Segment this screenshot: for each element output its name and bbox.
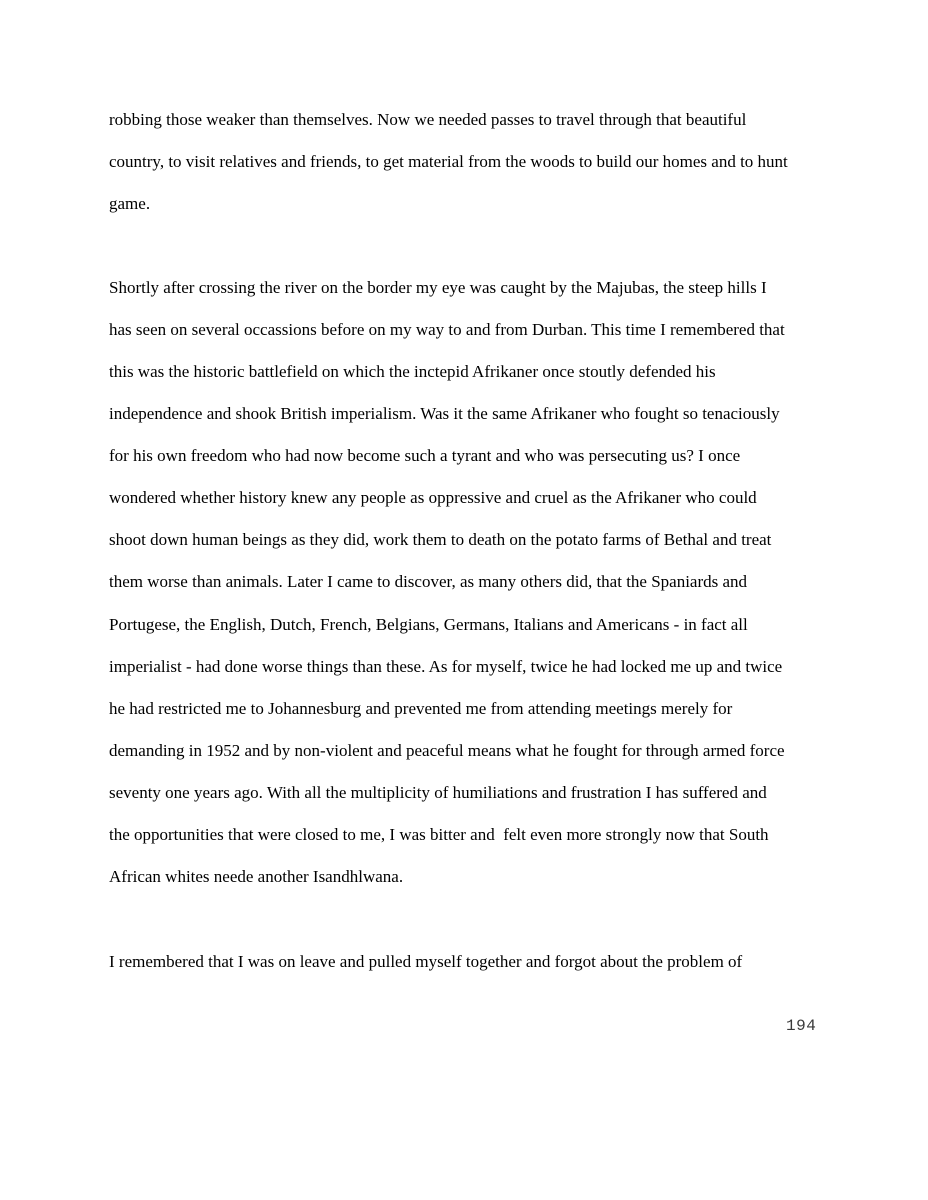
text-line: the opportunities that were closed to me, I was bitter and felt even more strongly now that South: [109, 825, 769, 844]
text-line: country, to visit relatives and friends, to get material from the woods to build our homes and to hunt: [109, 152, 788, 171]
text-line: seventy one years ago. With all the multiplicity of humiliations and frustration I has suffered and: [109, 783, 767, 802]
text-line: African whites neede another Isandhlwana.: [109, 867, 404, 886]
text-line: has seen on several occassions before on my way to and from Durban. This time I remembered that: [109, 320, 785, 339]
text-line: for his own freedom who had now become such a tyrant and who was persecuting us? I once: [109, 446, 741, 465]
page-number: 194: [786, 1017, 817, 1035]
text-line: shoot down human beings as they did, work them to death on the potato farms of Bethal and treat: [109, 530, 772, 549]
text-line: wondered whether history knew any people as oppressive and cruel as the Afrikaner who could: [109, 488, 757, 507]
text-line: them worse than animals. Later I came to discover, as many others did, that the Spaniards and: [109, 572, 748, 591]
text-line: robbing those weaker than themselves. Now we needed passes to travel through that beautiful: [109, 110, 747, 129]
text-line: independence and shook British imperialism. Was it the same Afrikaner who fought so tenaciously: [109, 404, 780, 423]
text-line: Portugese, the English, Dutch, French, Belgians, Germans, Italians and Americans - in fact all: [109, 615, 748, 634]
text-line: this was the historic battlefield on which the inctepid Afrikaner once stoutly defended his: [109, 362, 716, 381]
text-line: he had restricted me to Johannesburg and prevented me from attending meetings merely for: [109, 699, 733, 718]
text-line: Shortly after crossing the river on the border my eye was caught by the Majubas, the steep hills I: [109, 278, 767, 297]
text-line: imperialist - had done worse things than these. As for myself, twice he had locked me up and twice: [109, 657, 783, 676]
text-line: I remembered that I was on leave and pulled myself together and forgot about the problem of: [109, 952, 743, 971]
text-line: game.: [109, 194, 151, 213]
text-line: demanding in 1952 and by non-violent and peaceful means what he fought for through armed force: [109, 741, 785, 760]
